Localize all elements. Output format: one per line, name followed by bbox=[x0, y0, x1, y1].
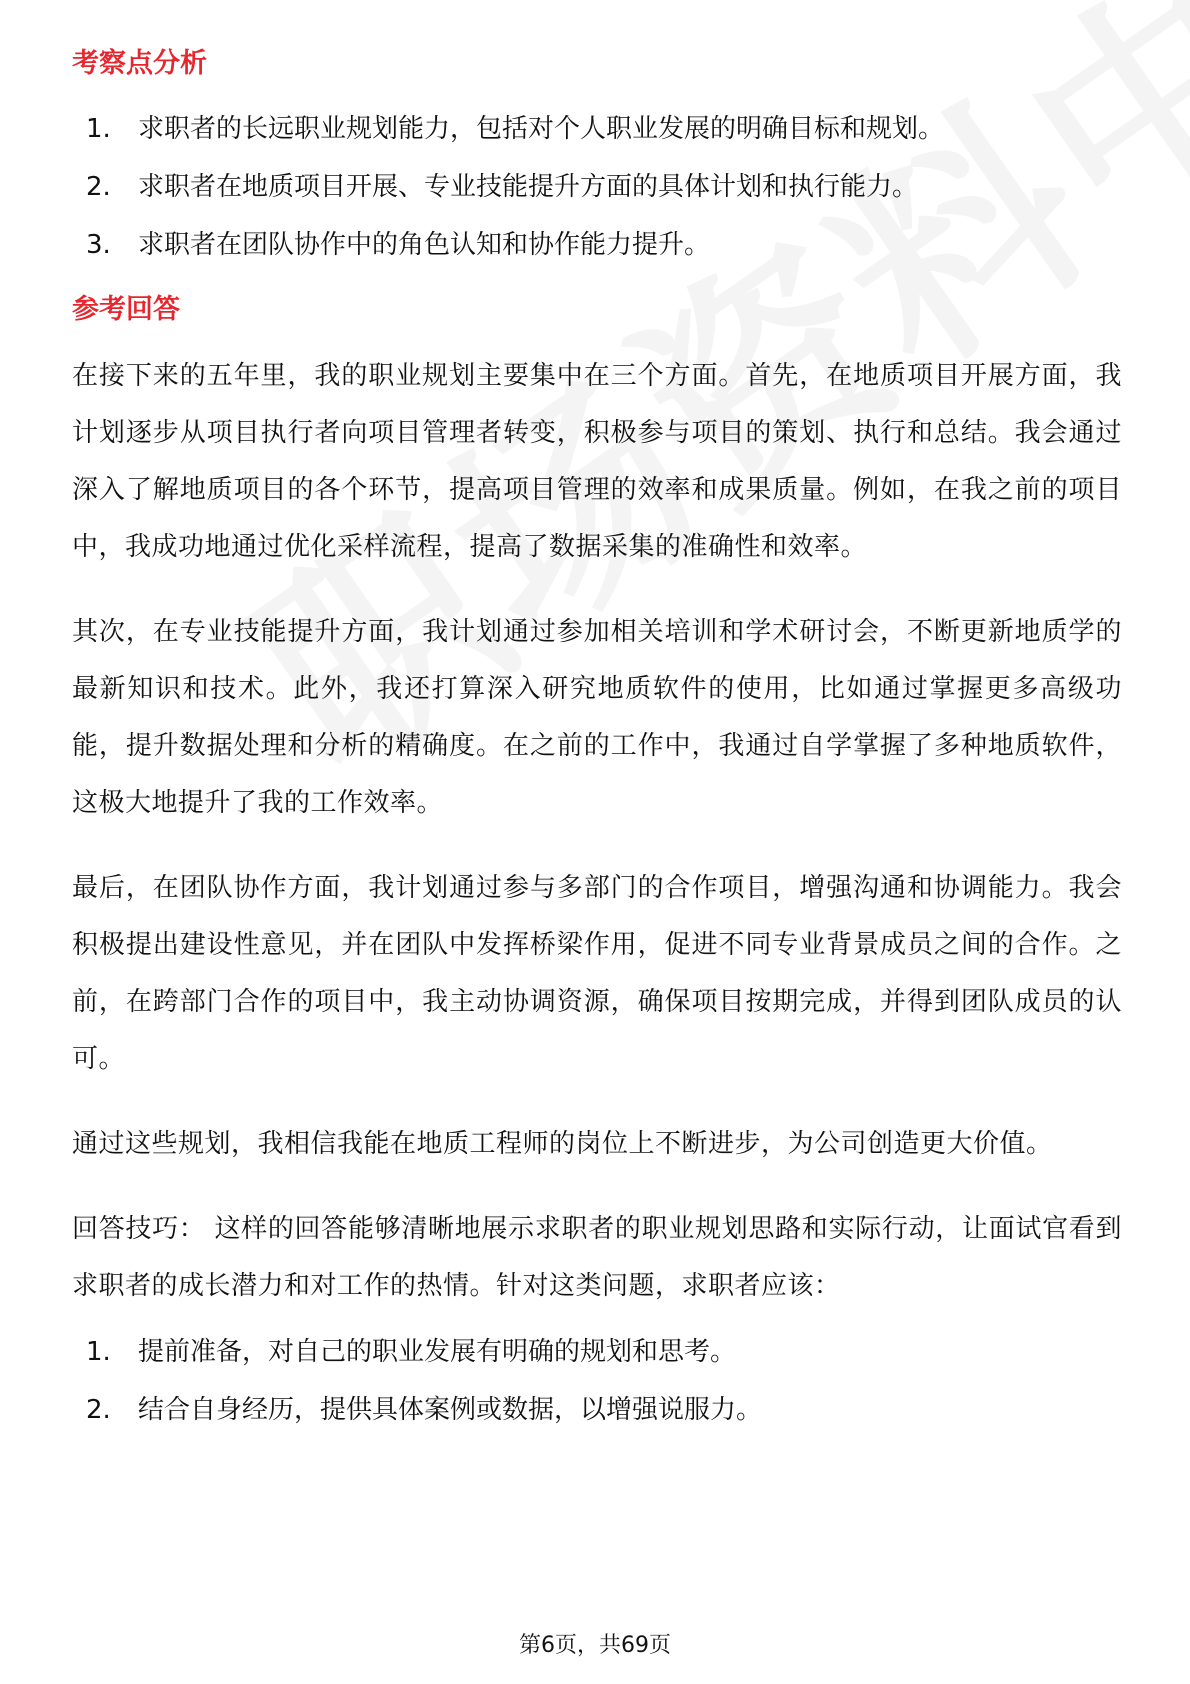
list-item-text: 求职者的长远职业规划能力，包括对个人职业发展的明确目标和规划。 bbox=[138, 114, 945, 144]
answer-tips-intro: 回答技巧： 这样的回答能够清晰地展示求职者的职业规划思路和实际行动，让面试官看到求职者的成长潜力和对工作的热情。针对这类问题，求职者应该： bbox=[72, 1214, 1122, 1301]
list-item-text: 求职者在地质项目开展、专业技能提升方面的具体计划和执行能力。 bbox=[138, 172, 919, 202]
answer-paragraph: 其次，在专业技能提升方面，我计划通过参加相关培训和学术研讨会，不断更新地质学的最新知识和技术。此外，我还打算深入研究地质软件的使用，比如通过掌握更多高级功能，提升数据处理和分析的精确度。在之前的工作中，我通过自学掌握了多种地质软件，这极大地提升了我的工作效率。 bbox=[72, 617, 1122, 818]
list-item bbox=[72, 1333, 1122, 1371]
list-item bbox=[72, 226, 1122, 264]
list-item-text: 求职者在团队协作中的角色认知和协作能力提升。 bbox=[138, 230, 711, 260]
section-title-answer: 参考回答 bbox=[72, 294, 180, 325]
analysis-list bbox=[72, 110, 1122, 264]
list-item-number: 3. bbox=[86, 230, 111, 260]
list-item-number: 1. bbox=[86, 114, 111, 144]
list-item-text: 结合自身经历，提供具体案例或数据，以增强说服力。 bbox=[138, 1395, 763, 1425]
section-title-analysis: 考察点分析 bbox=[72, 48, 207, 79]
list-item-number: 1. bbox=[86, 1337, 111, 1367]
list-item-number: 2. bbox=[86, 1395, 111, 1425]
page-content bbox=[72, 44, 1122, 1449]
list-item bbox=[72, 110, 1122, 148]
list-item-number: 2. bbox=[86, 172, 111, 202]
page-number: 第6页，共69页 bbox=[519, 1633, 671, 1658]
answer-paragraph: 最后，在团队协作方面，我计划通过参与多部门的合作项目，增强沟通和协调能力。我会积极提出建设性意见，并在团队中发挥桥梁作用，促进不同专业背景成员之间的合作。之前，在跨部门合作的项目中，我主动协调资源，确保项目按期完成，并得到团队成员的认可。 bbox=[72, 873, 1122, 1074]
answer-paragraph: 在接下来的五年里，我的职业规划主要集中在三个方面。首先，在地质项目开展方面，我计划逐步从项目执行者向项目管理者转变，积极参与项目的策划、执行和总结。我会通过深入了解地质项目的各个环节，提高项目管理的效率和成果质量。例如，在我之前的项目中，我成功地通过优化采样流程，提高了数据采集的准确性和效率。 bbox=[72, 361, 1122, 562]
tips-list bbox=[72, 1333, 1122, 1429]
list-item-text: 提前准备，对自己的职业发展有明确的规划和思考。 bbox=[138, 1337, 737, 1367]
list-item bbox=[72, 1391, 1122, 1429]
list-item bbox=[72, 168, 1122, 206]
answer-paragraph: 通过这些规划，我相信我能在地质工程师的岗位上不断进步，为公司创造更大价值。 bbox=[72, 1129, 1053, 1159]
